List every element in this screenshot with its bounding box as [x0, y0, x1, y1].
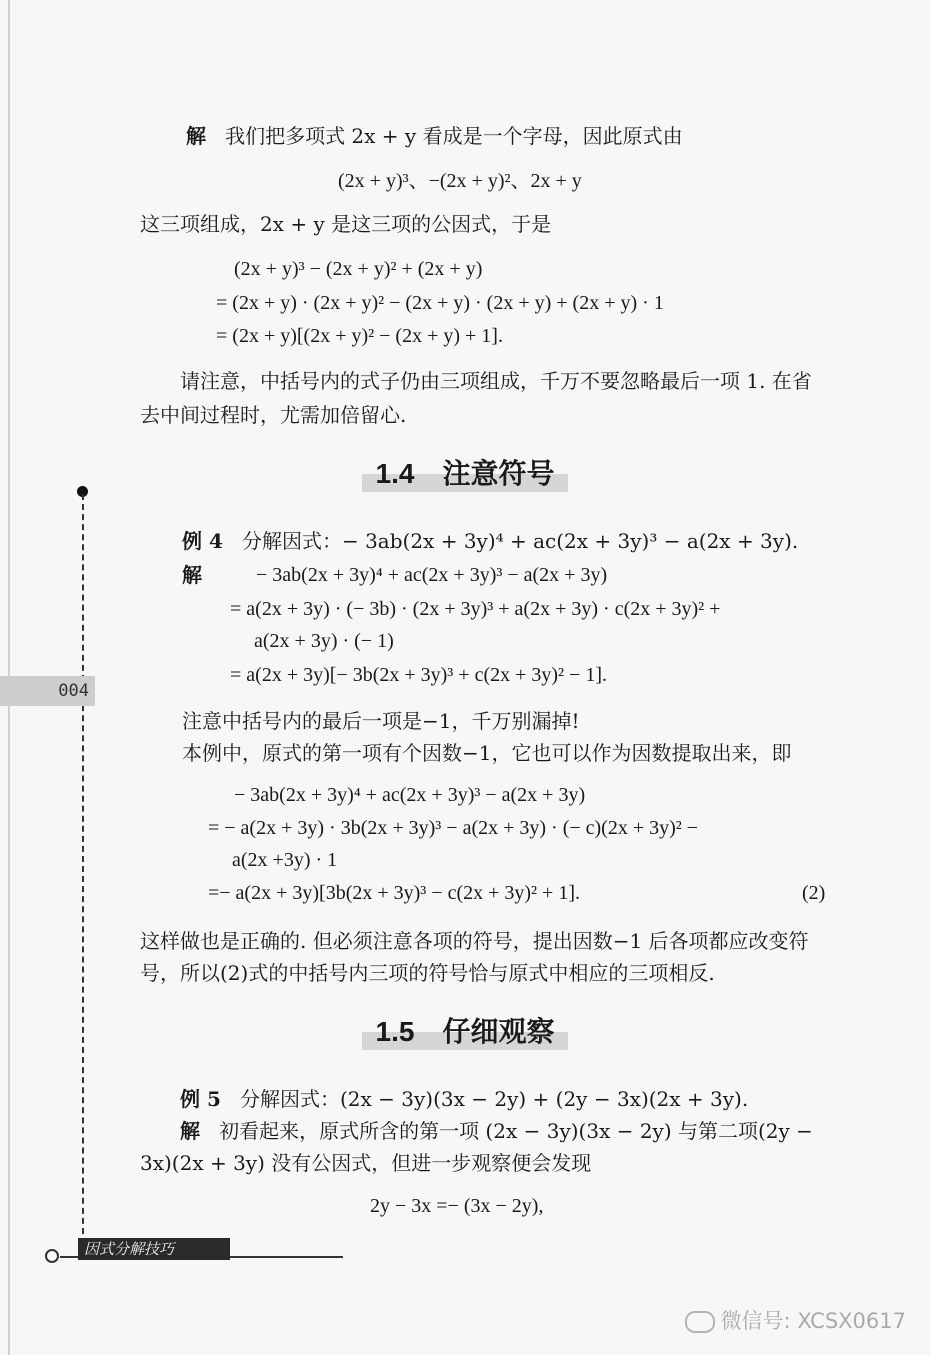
- text-line: 号，所以(2)式的中括号内三项的符号恰与原式中相应的三项相反.: [140, 961, 715, 985]
- formula-line: = a(2x + 3y) · (− 3b) · (2x + 3y)³ + a(2x + 3y) · c(2x + 3y)² +: [230, 598, 721, 620]
- footer-circle: [45, 1249, 59, 1263]
- formula-line: = (2x + y) · (2x + y)² − (2x + y) · (2x + y) + (2x + y) · 1: [216, 292, 664, 314]
- formula-terms: (2x + y)³、−(2x + y)²、2x + y: [338, 170, 582, 192]
- text-line: 这三项组成，2x + y 是这三项的公因式，于是: [140, 212, 552, 236]
- section-heading-1-4: 1.4 注意符号: [0, 452, 930, 492]
- formula-line: a(2x +3y) · 1: [232, 849, 338, 871]
- formula-line: 2y − 3x =− (3x − 2y),: [370, 1195, 544, 1217]
- text-line: 请注意，中括号内的式子仍由三项组成，千万不要忽略最后一项 1. 在省: [180, 369, 812, 393]
- page-number: 004: [0, 676, 95, 706]
- equation-tag: (2): [802, 882, 826, 904]
- footer-book-title: 因式分解技巧: [78, 1238, 230, 1260]
- margin-dashed-line: [82, 494, 84, 1244]
- formula-line: a(2x + 3y) · (− 1): [254, 630, 394, 652]
- formula-line: =− a(2x + 3y)[3b(2x + 3y)³ − c(2x + 3y)² + 1].: [208, 882, 580, 904]
- formula-line: − 3ab(2x + 3y)⁴ + ac(2x + 3y)³ − a(2x + 3y): [234, 784, 586, 806]
- note-line: 本例中，原式的第一项有个因数−1，它也可以作为因数提取出来，即: [182, 741, 792, 765]
- solution-4-line: 解 − 3ab(2x + 3y)⁴ + ac(2x + 3y)³ − a(2x + 3y): [182, 563, 608, 587]
- formula-line: = a(2x + 3y)[− 3b(2x + 3y)³ + c(2x + 3y)² − 1].: [230, 664, 607, 686]
- formula-line: (2x + y)³ − (2x + y)² + (2x + y): [234, 258, 483, 280]
- example-5: 例 5 分解因式：(2x − 3y)(3x − 2y) + (2y − 3x)(2x + 3y).: [180, 1087, 749, 1111]
- text-line: 3x)(2x + 3y) 没有公因式，但进一步观察便会发现: [140, 1151, 592, 1175]
- section-heading-1-5: 1.5 仔细观察: [0, 1010, 930, 1050]
- formula-line: = − a(2x + 3y) · 3b(2x + 3y)³ − a(2x + 3y) · (− c)(2x + 3y)² −: [208, 817, 699, 839]
- solution-intro: 解 我们把多项式 2x + y 看成是一个字母，因此原式由: [186, 124, 683, 148]
- formula-line: = (2x + y)[(2x + y)² − (2x + y) + 1].: [216, 325, 503, 347]
- example-4: 例 4 分解因式：− 3ab(2x + 3y)⁴ + ac(2x + 3y)³ − a(2x + 3y).: [182, 529, 799, 553]
- text-line: 去中间过程时，尤需加倍留心.: [140, 403, 407, 427]
- text-line: 这样做也是正确的. 但必须注意各项的符号，提出因数−1 后各项都应改变符: [140, 929, 809, 953]
- note-line: 注意中括号内的最后一项是−1，千万别漏掉!: [182, 709, 580, 733]
- watermark: 微信号: XCSX0617: [685, 1305, 906, 1335]
- wechat-icon: [685, 1311, 715, 1333]
- solution-5-line: 解 初看起来，原式所含的第一项 (2x − 3y)(3x − 2y) 与第二项(2y −: [180, 1119, 813, 1143]
